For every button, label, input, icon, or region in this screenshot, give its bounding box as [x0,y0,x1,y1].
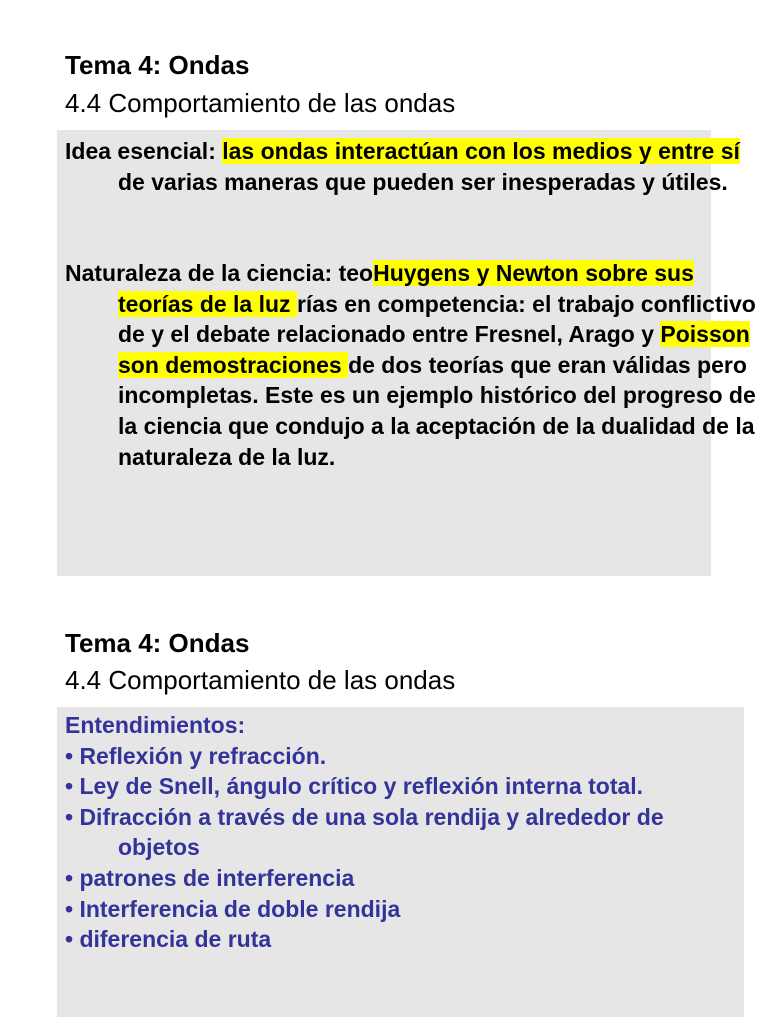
list-item: • Reflexión y refracción. [65,742,327,769]
nature-of-science-label: Naturaleza de la ciencia: teo [65,260,374,286]
nature-of-science-highlight-1: Huygens y Newton sobre sus teorías de la luz [118,260,694,317]
understandings-list [65,710,740,955]
nature-of-science-highlight-2: Poisson son demostraciones [118,321,750,378]
essential-idea-highlight: las ondas interactúan con los medios y entre sí [222,138,740,164]
understandings-heading: Entendimientos: [65,712,246,738]
nature-of-science-text-mid: rías en competencia: el trabajo conflictivo de y el debate relacionado entre Fresnel, Arago y [118,290,756,348]
essential-idea-paragraph [65,136,768,197]
nature-of-science-text-rest: de dos teorías que eran válidas pero incompletas. Este es un ejemplo histórico del progreso de la ciencia que condujo a la aceptación de la dualidad de la naturaleza de la luz. [118,351,756,470]
nature-of-science-paragraph [65,258,768,472]
list-item: • Difracción a través de una sola rendija y alrededor de objetos [65,803,664,861]
essential-idea-text: de varias maneras que pueden ser inesperadas y útiles. [118,168,728,195]
list-item: • Ley de Snell, ángulo crítico y reflexión interna total. [65,773,644,800]
slide2-title: Tema 4: Ondas [65,628,250,658]
slide1-subtitle: 4.4 Comportamiento de las ondas [65,88,456,118]
list-item: • diferencia de ruta [65,926,272,953]
essential-idea-label: Idea esencial: [65,138,223,164]
list-item: • patrones de interferencia [65,864,355,891]
slide1-title: Tema 4: Ondas [65,50,250,80]
slide2-subtitle: 4.4 Comportamiento de las ondas [65,665,456,695]
list-item: • Interferencia de doble rendija [65,895,401,922]
